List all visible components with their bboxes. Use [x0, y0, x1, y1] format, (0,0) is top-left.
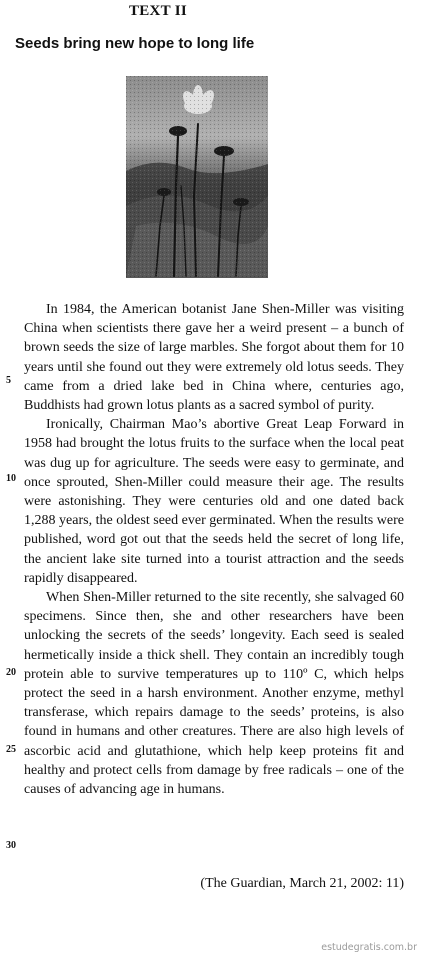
paragraph: Ironically, Chairman Mao’s abortive Great Leap Forward in 1958 had brought the lotus fruits to the surface when the local peat was dug up for agriculture. The seeds were easy to germinate, and once sprouted, Shen-Miller could measure their age. The results were astonishing. They were centuries old and one dated back 1,288 years, the oldest seed ever germinated. When the results were published, word got out that the seeds held the secret of long life, the ancient lake site turned into a tourist attraction and the seeds rapidly disappeared.	[24, 417, 404, 586]
line-number: 20	[6, 667, 16, 678]
section-label: TEXT II	[128, 3, 188, 19]
paragraph: In 1984, the American botanist Jane Shen-Miller was visiting China when scientists there gave her a weird present – a bunch of brown seeds the size of large marbles. She forgot about them for 10 years until she found out they were extremely old lotus seeds. They came from a dried lake bed in China where, centuries ago, Buddhists had grown lotus plants as a sacred symbol of purity.	[24, 302, 404, 414]
paragraph: When Shen-Miller returned to the site recently, she salvaged 60 specimens. Since then, she and other researchers have been unlocking the secrets of the seeds’ longevity. Each seed is sealed hermetically inside a thick shell. They contain an incredibly tough protein able to survive temperatures up to 110º C, which helps protect the seed in a harsh environment. Another enzyme, methyl transferase, which repairs damage to the seeds’ proteins, is also found in humans and other creatures. There are also high levels of ascorbic acid and glutathione, which help keep proteins fit and healthy and protect cells from damage by free radicals – one of the causes of advancing age in humans.	[24, 590, 404, 798]
citation: (The Guardian, March 21, 2002: 11)	[200, 876, 404, 891]
line-number: 5	[6, 375, 11, 386]
headline: Seeds bring new hope to long life	[15, 35, 255, 52]
article-body	[24, 300, 404, 799]
line-number: 25	[6, 744, 16, 755]
line-number: 30	[6, 840, 16, 851]
lotus-flower-photo	[126, 76, 268, 278]
watermark: estudegratis.com.br	[321, 942, 417, 953]
line-number: 10	[6, 473, 16, 484]
